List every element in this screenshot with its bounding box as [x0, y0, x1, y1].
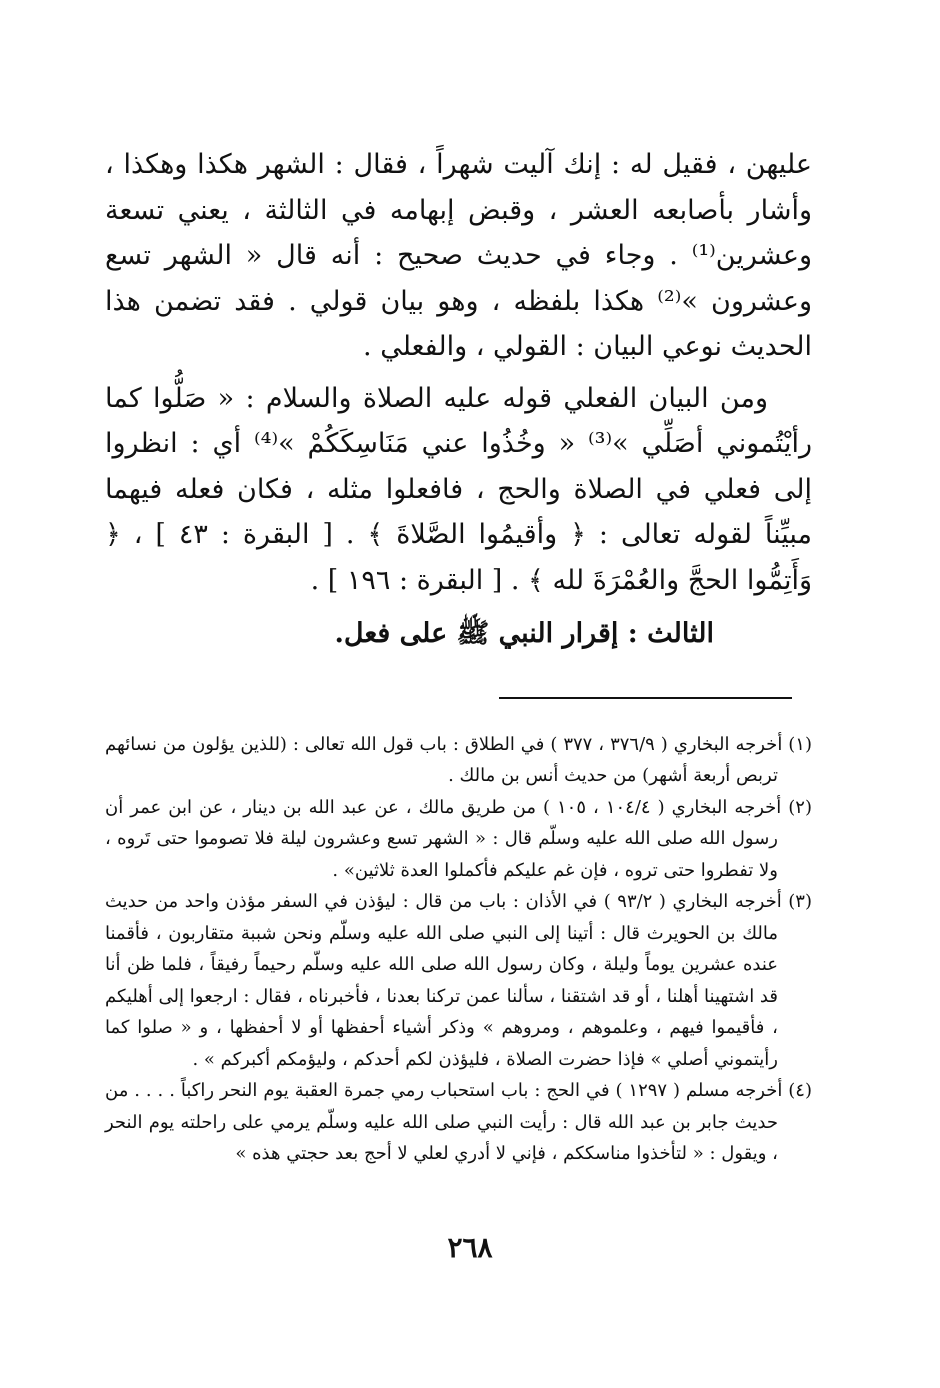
footnote-separator: [499, 697, 792, 699]
page-content: [105, 142, 812, 1170]
page-number: ٢٦٨: [447, 1231, 493, 1264]
footnote-1: (١) أخرجه البخاري ( ٣٧٦/٩ ، ٣٧٧ ) في الطلاق : باب قول الله تعالى : (للذين يؤلون من نسائهم تربص أربعة أشهر) من حديث أنس بن مالك .: [105, 733, 812, 786]
footnote-3: (٣) أخرجه البخاري ( ٩٣/٢ ) في الأذان : باب من قال : ليؤذن في السفر مؤذن واحد من حديث مالك بن الحويرث قال : أتينا إلى النبي صلى الله عليه وسلّم ونحن شببة متقاربون ، فأقمنا عنده عشرين يوماً وليلة ، وكان رسول الله صلى الله عليه وسلّم رحيماً رفيقاً ، فلما ظن أنا قد اشتهينا أهلنا ، أو قد اشتقنا ، سألنا عمن تركنا بعدنا ، فأخبرناه ، فقال : ارجعوا إلى أهليكم ، فأقيموا فيهم ، وعلموهم ، ومروهم » وذكر أشياء أحفظها أو لا أحفظها ، و « صلوا كما رأيتموني أصلي » فإذا حضرت الصلاة ، فليؤذن لكم أحدكم ، وليؤمكم أكبركم » .: [105, 891, 812, 1070]
footnote-2: (٢) أخرجه البخاري ( ١٠٤/٤ ، ١٠٥ ) من طريق مالك ، عن عبد الله بن دينار ، عن ابن عمر أن رسول الله صلى الله عليه وسلّم قال : « الشهر تسع وعشرون ليلة فلا تصوموا حتى تَروه ، ولا تفطروا حتى تروه ، فإن غم عليكم فأكملوا العدة ثلاثين» .: [105, 796, 812, 881]
main-paragraph-1: عليهن ، فقيل له : إنك آليت شهراً ، فقال : الشهر هكذا وهكذا ، وأشار بأصابعه العشر ، وقبض إبهامه في الثالثة ، يعني تسعة وعشرين⁽¹⁾ . وجاء في حديث صحيح : أنه قال « الشهر تسع وعشرون »⁽²⁾ هكذا بلفظه ، وهو بيان قولي . فقد تضمن هذا الحديث نوعي البيان : القولي ، والفعلي .: [105, 149, 812, 362]
footnotes: [105, 729, 812, 1170]
footnote-4: (٤) أخرجه مسلم ( ١٢٩٧ ) في الحج : باب استحباب رمي جمرة العقبة يوم النحر راكباً . . . . من حديث جابر بن عبد الله قال : رأيت النبي صلى الله عليه وسلّم يرمي على راحلته يوم النحر ، ويقول : « لتأخذوا مناسككم ، فإني لا أدري لعلي لا أحج بعد حجتي هذه »: [105, 1080, 812, 1164]
section-heading: الثالث : إقرار النبي ﷺ على فعل.: [334, 618, 714, 649]
main-text: [105, 142, 812, 657]
main-paragraph-2: ومن البيان الفعلي قوله عليه الصلاة والسلام : « صَلُّوا كما رأيْتُموني أصَلِّي »⁽³⁾ « وخُذُوا عني مَنَاسِكَكُمْ »⁽⁴⁾ أي : انظروا إلى فعلي في الصلاة والحج ، فافعلوا مثله ، فكان فعله فيهما مبيِّناً لقوله تعالى : ﴿ وأقيمُوا الصَّلاةَ ﴾ . [ البقرة : ٤٣ ] ، ﴿ وَأَتِمُّوا الحجَّ والعُمْرَةَ لله ﴾ . [ البقرة : ١٩٦ ] .: [105, 382, 812, 596]
